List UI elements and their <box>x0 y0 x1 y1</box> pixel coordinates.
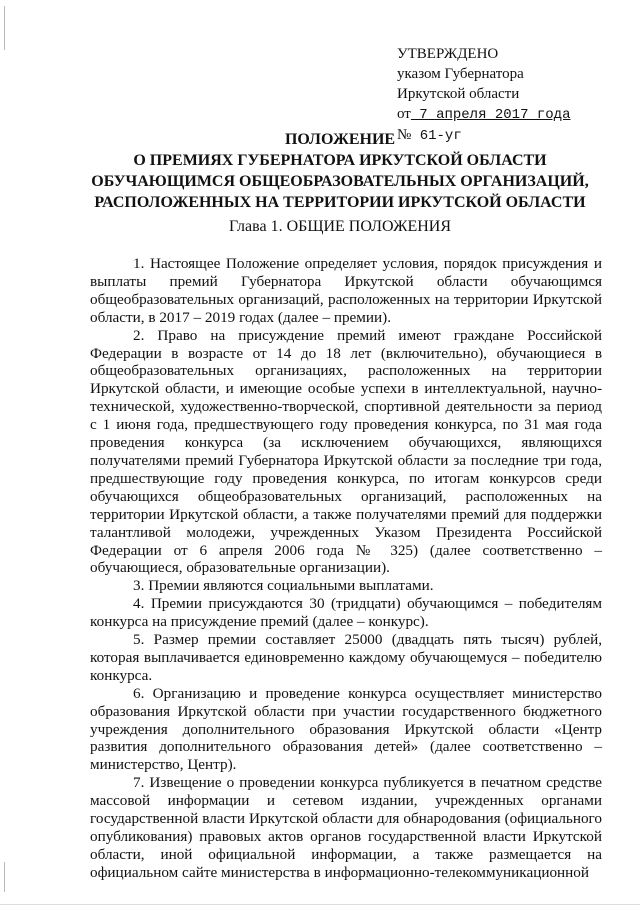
paragraph-4: 4. Премии присуждаются 30 (тридцати) обучающимся – победителям конкурса на присуждение премий (далее – конкурс). <box>90 595 602 631</box>
document-title <box>60 129 620 213</box>
number-sign: № <box>397 127 412 143</box>
number-value: 61-уг <box>411 128 462 144</box>
region-line: Иркутской области <box>397 86 520 102</box>
date-prefix: от <box>397 106 411 122</box>
paragraph-5: 5. Размер премии составляет 25000 (двадцать пять тысяч) рублей, которая выплачивается единовременно каждому обучающемуся – победителю конкурса. <box>90 631 602 684</box>
title-line-2: О ПРЕМИЯХ ГУБЕРНАТОРА ИРКУТСКОЙ ОБЛАСТИ <box>133 152 547 169</box>
title-line-4: РАСПОЛОЖЕННЫХ НА ТЕРРИТОРИИ ИРКУТСКОЙ ОБЛАСТИ <box>94 194 586 211</box>
document-body <box>90 255 602 882</box>
scan-edge-mark-bottom <box>4 862 5 892</box>
chapter-heading: Глава 1. ОБЩИЕ ПОЛОЖЕНИЯ <box>229 218 451 235</box>
title-line-1: ПОЛОЖЕНИЕ <box>284 131 396 148</box>
decree-line: указом Губернатора <box>397 66 524 82</box>
paragraph-3: 3. Премии являются социальными выплатами. <box>133 577 434 595</box>
date-line <box>397 104 617 125</box>
paragraph-6: 6. Организацию и проведение конкурса осуществляет министерство образования Иркутской области при участии государственного бюджетного учреждения дополнительного образования Иркутской области «Центр развития дополнительного образования детей» (далее соответственно – министерство, Центр). <box>90 684 602 774</box>
paragraph-2: 2. Право на присуждение премий имеют граждане Российской Федерации в возрасте от 14 до 18 лет (включительно), обучающиеся в общеобразовательных организациях, расположенных на территории Иркутской области, и имеющие особые успехи в интеллектуальной, научно-технической, художественно-творческой, спортивной деятельности за период с 1 июня года, предшествующего году проведения конкурса, по 31 мая года проведения конкурса (за исключением обучающихся, являющихся получателями премий Губернатора Иркутской области за последние три года, предшествующие году проведения конкурса, по итогам конкурсов среди обучающихся общеобразовательных организаций, расположенных на территории Иркутской области, а также получателями премий для поддержки талантливой молодежи, учрежденных Указом Президента Российской Федерации от 6 апреля 2006 года № 325) (далее соответственно – обучающиеся, образовательные организации). <box>90 326 602 577</box>
paragraph-7: 7. Извещение о проведении конкурса публикуется в печатном средстве массовой информации и сетевом издании, учрежденных органами государственной власти Иркутской области для обнародования (официального опубликования) правовых актов органов государственной власти Иркутской области, иной официальной информации, а также размещается на официальном сайте министерства в информационно-телекоммуникационной <box>90 774 602 881</box>
title-line-3: ОБУЧАЮЩИМСЯ ОБЩЕОБРАЗОВАТЕЛЬНЫХ ОРГАНИЗАЦИЙ, <box>91 173 589 190</box>
paragraph-1: 1. Настоящее Положение определяет условия, порядок присуждения и выплаты премий Губернатора Иркутской области обучающимся общеобразовательных организаций, расположенных на территории Иркутской области, в 2017 – 2019 годах (далее – премии). <box>90 255 602 326</box>
date-value: 7 апреля 2017 года <box>410 107 571 123</box>
approved-label: УТВЕРЖДЕНО <box>397 46 499 62</box>
scan-edge-mark-top <box>4 6 5 50</box>
